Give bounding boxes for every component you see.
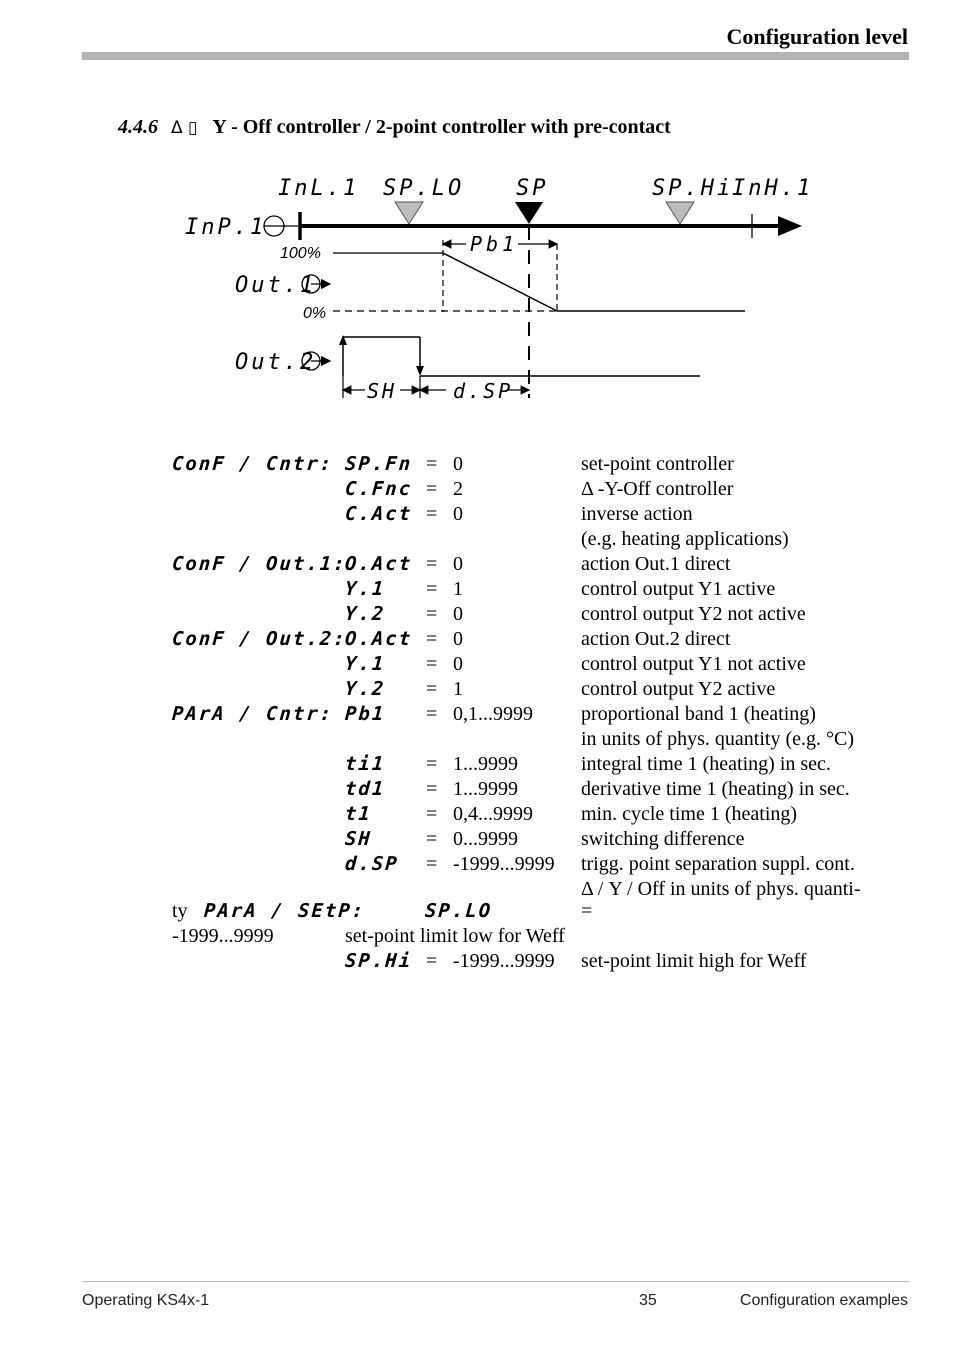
- param-eq: =: [426, 628, 438, 650]
- param-value: 1...9999: [453, 778, 518, 800]
- param-group: ConF / Cntr:: [171, 453, 335, 475]
- last-name: SP.Hi: [344, 950, 413, 972]
- param-value: 0: [453, 653, 463, 675]
- param-value: 0: [453, 453, 463, 475]
- param-eq: =: [426, 578, 438, 600]
- param-name: td1: [344, 778, 387, 800]
- param-eq: =: [426, 603, 438, 625]
- param-name: C.Act: [344, 503, 413, 525]
- wrap-name: SP.LO: [424, 900, 493, 922]
- param-eq: =: [426, 553, 438, 575]
- last-value: -1999...9999: [453, 950, 555, 972]
- label-sh: SH: [367, 379, 398, 403]
- param-group: ConF / Out.1:: [171, 553, 348, 575]
- param-desc: (e.g. heating applications): [581, 528, 789, 550]
- label-inp1: InP.1: [185, 215, 267, 240]
- param-eq: =: [426, 778, 438, 800]
- label-0pct: 0%: [303, 305, 327, 322]
- param-name: t1: [344, 803, 373, 825]
- param-desc: switching difference: [581, 828, 745, 850]
- label-sp: SP: [516, 176, 549, 201]
- param-name: O.Act: [344, 553, 413, 575]
- param-value: 1: [453, 578, 463, 600]
- param-desc: Δ / Y / Off in units of phys. quanti-: [581, 878, 861, 900]
- param-eq: =: [426, 803, 438, 825]
- param-group: ConF / Out.2:: [171, 628, 348, 650]
- param-desc: trigg. point separation suppl. cont.: [581, 853, 855, 875]
- param-value: 1...9999: [453, 753, 518, 775]
- wrap-value: -1999...9999: [172, 925, 274, 947]
- param-desc: action Out.2 direct: [581, 628, 731, 650]
- param-desc: control output Y2 active: [581, 678, 776, 700]
- param-eq: =: [426, 703, 438, 725]
- param-value: 0,4...9999: [453, 803, 533, 825]
- delta-symbol-icon: Δ ▯: [171, 118, 198, 138]
- label-out1: Out.1: [235, 273, 317, 298]
- param-name: SP.Fn: [344, 453, 413, 475]
- param-desc: action Out.1 direct: [581, 553, 731, 575]
- param-eq: =: [426, 678, 438, 700]
- param-eq: =: [426, 453, 438, 475]
- last-eq: =: [426, 950, 438, 972]
- param-name: Y.1: [344, 578, 387, 600]
- param-name: Pb1: [344, 703, 387, 725]
- param-eq: =: [426, 503, 438, 525]
- param-eq: =: [426, 753, 438, 775]
- param-value: 1: [453, 678, 463, 700]
- wrap-eq: =: [581, 900, 593, 922]
- param-name: O.Act: [344, 628, 413, 650]
- header-title: Configuration level: [726, 24, 908, 49]
- footer-right: Configuration examples: [739, 1292, 908, 1309]
- section-number: 4.4.6: [118, 116, 158, 138]
- label-pb1: Pb1: [470, 232, 519, 256]
- param-desc: Δ -Y-Off controller: [581, 478, 734, 500]
- label-dsp: d.SP: [453, 379, 514, 403]
- param-desc: derivative time 1 (heating) in sec.: [581, 778, 850, 800]
- param-desc: min. cycle time 1 (heating): [581, 803, 798, 825]
- param-value: 0: [453, 503, 463, 525]
- param-desc: control output Y1 active: [581, 578, 776, 600]
- param-desc: inverse action: [581, 503, 693, 525]
- param-name: Y.1: [344, 653, 387, 675]
- param-value: 2: [453, 478, 463, 500]
- param-eq: =: [426, 853, 438, 875]
- footer-rule: [82, 1281, 909, 1282]
- param-group: PArA / Cntr:: [171, 703, 335, 725]
- param-name: Y.2: [344, 603, 387, 625]
- param-desc: in units of phys. quantity (e.g. °C): [581, 728, 854, 750]
- param-value: 0,1...9999: [453, 703, 533, 725]
- param-value: -1999...9999: [453, 853, 555, 875]
- param-desc: proportional band 1 (heating): [581, 703, 816, 725]
- wrap-desc: set-point limit low for Weff: [345, 925, 565, 947]
- label-out2: Out.2: [235, 350, 317, 375]
- footer-left: Operating KS4x-1: [82, 1292, 210, 1309]
- last-desc: set-point limit high for Weff: [581, 950, 807, 972]
- param-name: C.Fnc: [344, 478, 413, 500]
- param-desc: control output Y2 not active: [581, 603, 806, 625]
- param-name: d.SP: [344, 853, 400, 875]
- param-name: ti1: [344, 753, 387, 775]
- param-eq: =: [426, 828, 438, 850]
- label-inh1: InH.1: [732, 176, 814, 201]
- param-value: 0: [453, 553, 463, 575]
- param-eq: =: [426, 653, 438, 675]
- param-name: SH: [344, 828, 373, 850]
- param-value: 0...9999: [453, 828, 518, 850]
- param-value: 0: [453, 628, 463, 650]
- param-desc: control output Y1 not active: [581, 653, 806, 675]
- label-inl1: InL.1: [278, 176, 360, 201]
- param-eq: =: [426, 478, 438, 500]
- wrap-group: PArA / SEtP:: [203, 900, 367, 922]
- label-sphi: SP.Hi: [652, 176, 734, 201]
- param-desc: integral time 1 (heating) in sec.: [581, 753, 831, 775]
- section-title-text: Y - Off controller / 2-point controller with pre-contact: [212, 116, 671, 138]
- footer-page-number: 35: [639, 1292, 657, 1309]
- wrap-ty: ty: [172, 900, 188, 922]
- param-desc: set-point controller: [581, 453, 734, 475]
- label-100pct: 100%: [280, 245, 321, 262]
- param-value: 0: [453, 603, 463, 625]
- param-name: Y.2: [344, 678, 387, 700]
- label-splo: SP.LO: [383, 176, 465, 201]
